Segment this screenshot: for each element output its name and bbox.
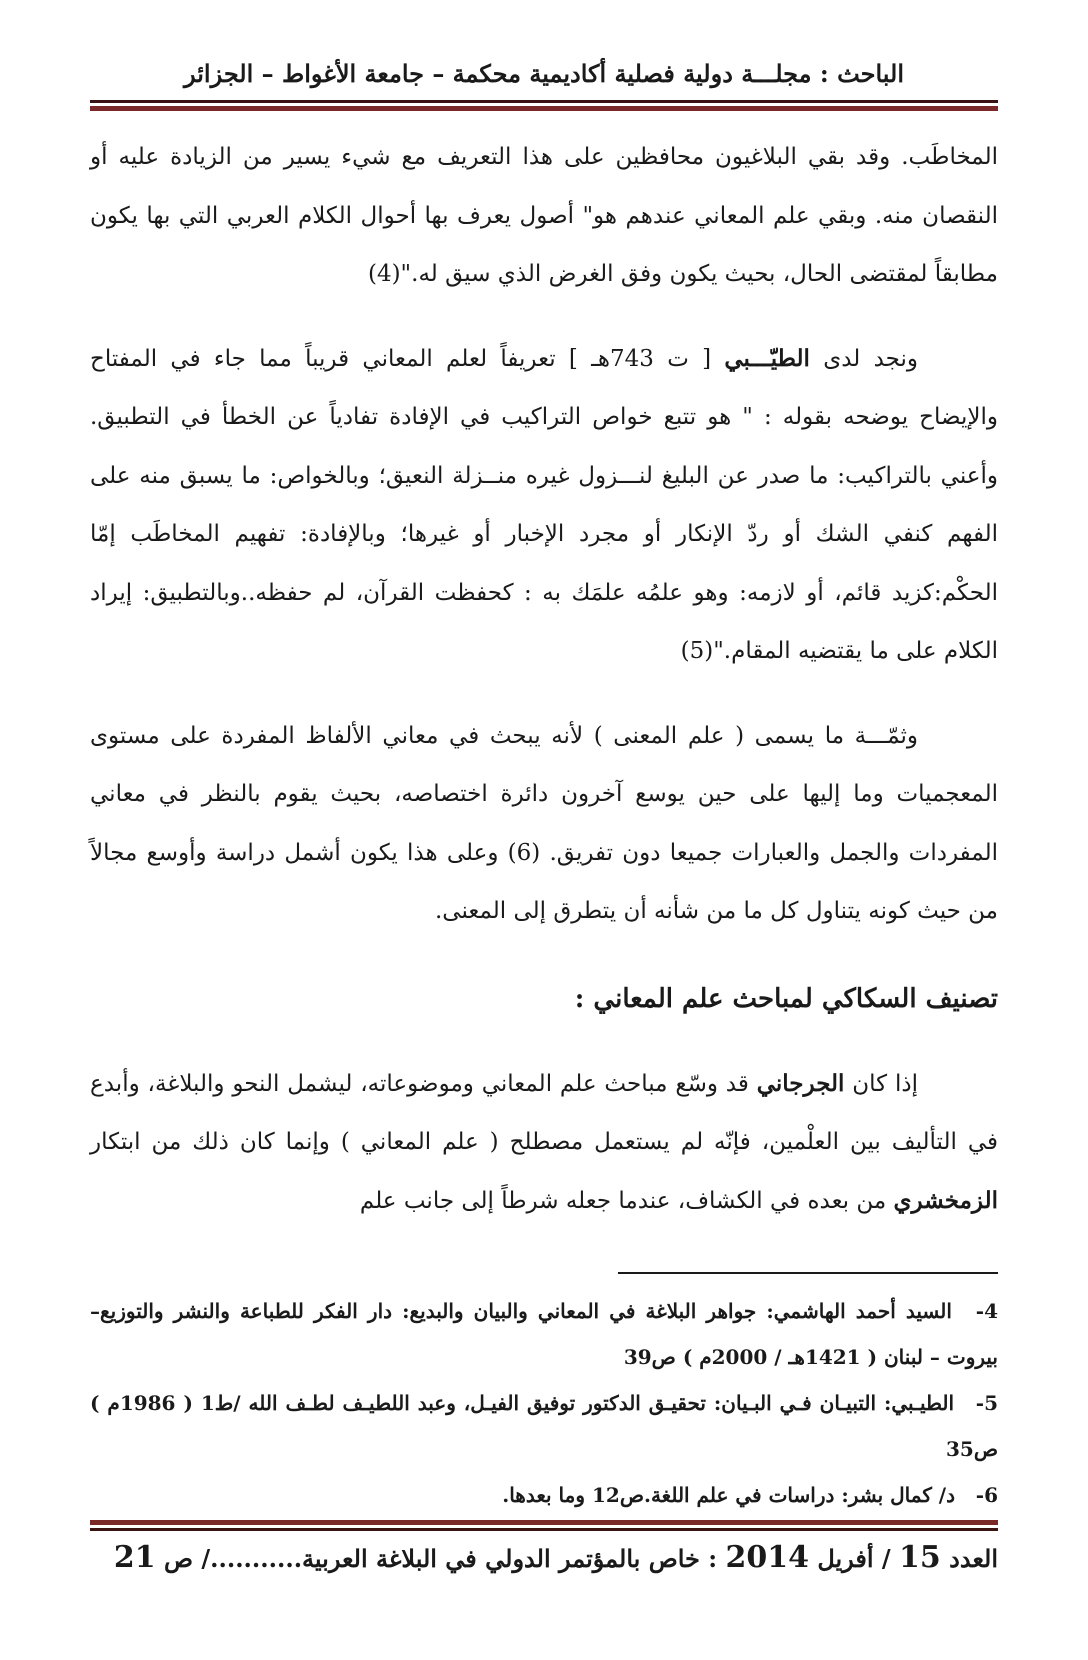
paragraph-4-end: من بعده في الكشاف، عندما جعله شرطاً إلى جانب علم xyxy=(359,1187,894,1214)
paragraph-1: المخاطَب. وقد بقي البلاغيون محافظين على هذا التعريف مع شيء يسير من الزيادة عليه أو النقصان منه. وبقي علم المعاني عندهم هو" أصول يعرف بها أحوال الكلام العربي التي بها يكون مطابقاً لمقتضى الحال، بحيث يكون وفق الغرض الذي سيق له."(4) xyxy=(90,144,998,287)
footer-rule-thin xyxy=(90,1528,998,1531)
footnote-6 xyxy=(90,1472,998,1518)
running-header: الباحث : مجلـــة دولية فصلية أكاديمية محكمة – جامعة الأغواط – الجزائر xyxy=(183,59,905,88)
footnotes xyxy=(90,1288,998,1518)
footnote-number: 5- xyxy=(975,1391,998,1415)
article-body xyxy=(90,128,998,1256)
paragraph-2 xyxy=(90,330,998,681)
issue-year: 2014 xyxy=(725,1540,809,1575)
author-name-tibi: الطيّـــبي xyxy=(724,344,810,372)
paragraph-2-lead: ونجد لدى xyxy=(809,345,918,372)
footnote-number: 6- xyxy=(975,1483,998,1507)
footnote-text: د/ كمال بشر: دراسات في علم اللغة.ص12 وما بعدها. xyxy=(502,1483,956,1507)
footnote-separator xyxy=(618,1272,998,1274)
issue-special-note: : خاص بالمؤتمر الدولي في البلاغة العربية.........../ ص xyxy=(155,1544,726,1573)
issue-label: العدد xyxy=(949,1544,998,1573)
issue-month: أفريل xyxy=(817,1544,874,1573)
header-rule-thin xyxy=(90,100,998,103)
paragraph-2-rest: [ ت 743هـ ] تعريفاً لعلم المعاني قريباً مما جاء في المفتاح والإيضاح يوضحه بقوله : " هو تتبع خواص التراكيب في الإفادة تفادياً عن الخطأ في التطبيق. وأعني بالتراكيب: ما صدر عن البليغ لنـــزول غيره منــزلة النعيق؛ وبالخواص: ما يسبق منه على الفهم كنفي الشك أو ردّ الإنكار أو مجرد الإخبار أو غيرها؛ وبالإفادة: تفهيم المخاطَب إمّا الحكْم:كزيد قائم، أو لازمه: وهو علمُه علمَك به : كحفظت القرآن، لم حفظه..وبالتطبيق: إيراد الكلام على ما يقتضيه المقام."(5) xyxy=(90,345,998,664)
section-heading: تصنيف السكاكي لمباحث علم المعاني : xyxy=(574,983,998,1014)
footer-rule-thick xyxy=(90,1520,998,1525)
footnote-number: 4- xyxy=(975,1299,999,1323)
footnote-text: الطيـبي: التبيـان فـي البـيان: تحقيـق الدكتور توفيق الفيـل، وعبد اللطيـف لطـف الله /ط1 ( 1986م ) ص35 xyxy=(90,1391,998,1461)
footer-separator: / xyxy=(873,1544,900,1573)
paragraph-4-lead: إذا كان xyxy=(844,1070,918,1097)
header-rule-thick xyxy=(90,106,998,111)
paragraph-3: وثمّـــة ما يسمى ( علم المعنى ) لأنه يبحث في معاني الألفاظ المفردة على مستوى المعجميات وما إليها على حين يوسع آخرون دائرة اختصاصه، بحيث يقوم بالنظر في معاني المفردات والجمل والعبارات جميعا دون تفريق. (6) وعلى هذا يكون أشمل دراسة وأوسع مجالاً من حيث كونه يتناول كل ما من شأنه أن يتطرق إلى المعنى. xyxy=(90,722,998,924)
running-footer xyxy=(90,1538,998,1579)
author-name-zamakhshari: الزمخشري xyxy=(893,1186,998,1214)
paragraph-4 xyxy=(90,1055,998,1231)
footnote-text: السيد أحمد الهاشمي: جواهر البلاغة في المعاني والبيان والبديع: دار الفكر للطباعة والنشر والتوزيع– بيروت – لبنان ( 1421هـ / 2000م ) ص39 xyxy=(90,1299,998,1369)
issue-number: 15 xyxy=(899,1540,941,1575)
paragraph-4-middle: قد وسّع مباحث علم المعاني وموضوعاته، ليشمل النحو والبلاغة، وأبدع في التأليف بين العلْمين، فإنّه لم يستعمل مصطلح ( علم المعاني ) وإنما كان ذلك من ابتكار xyxy=(90,1070,998,1155)
footnote-4 xyxy=(90,1288,998,1380)
author-name-jurjani: الجرجاني xyxy=(756,1069,845,1097)
page-number: 21 xyxy=(113,1540,156,1575)
footnote-5 xyxy=(90,1380,998,1472)
